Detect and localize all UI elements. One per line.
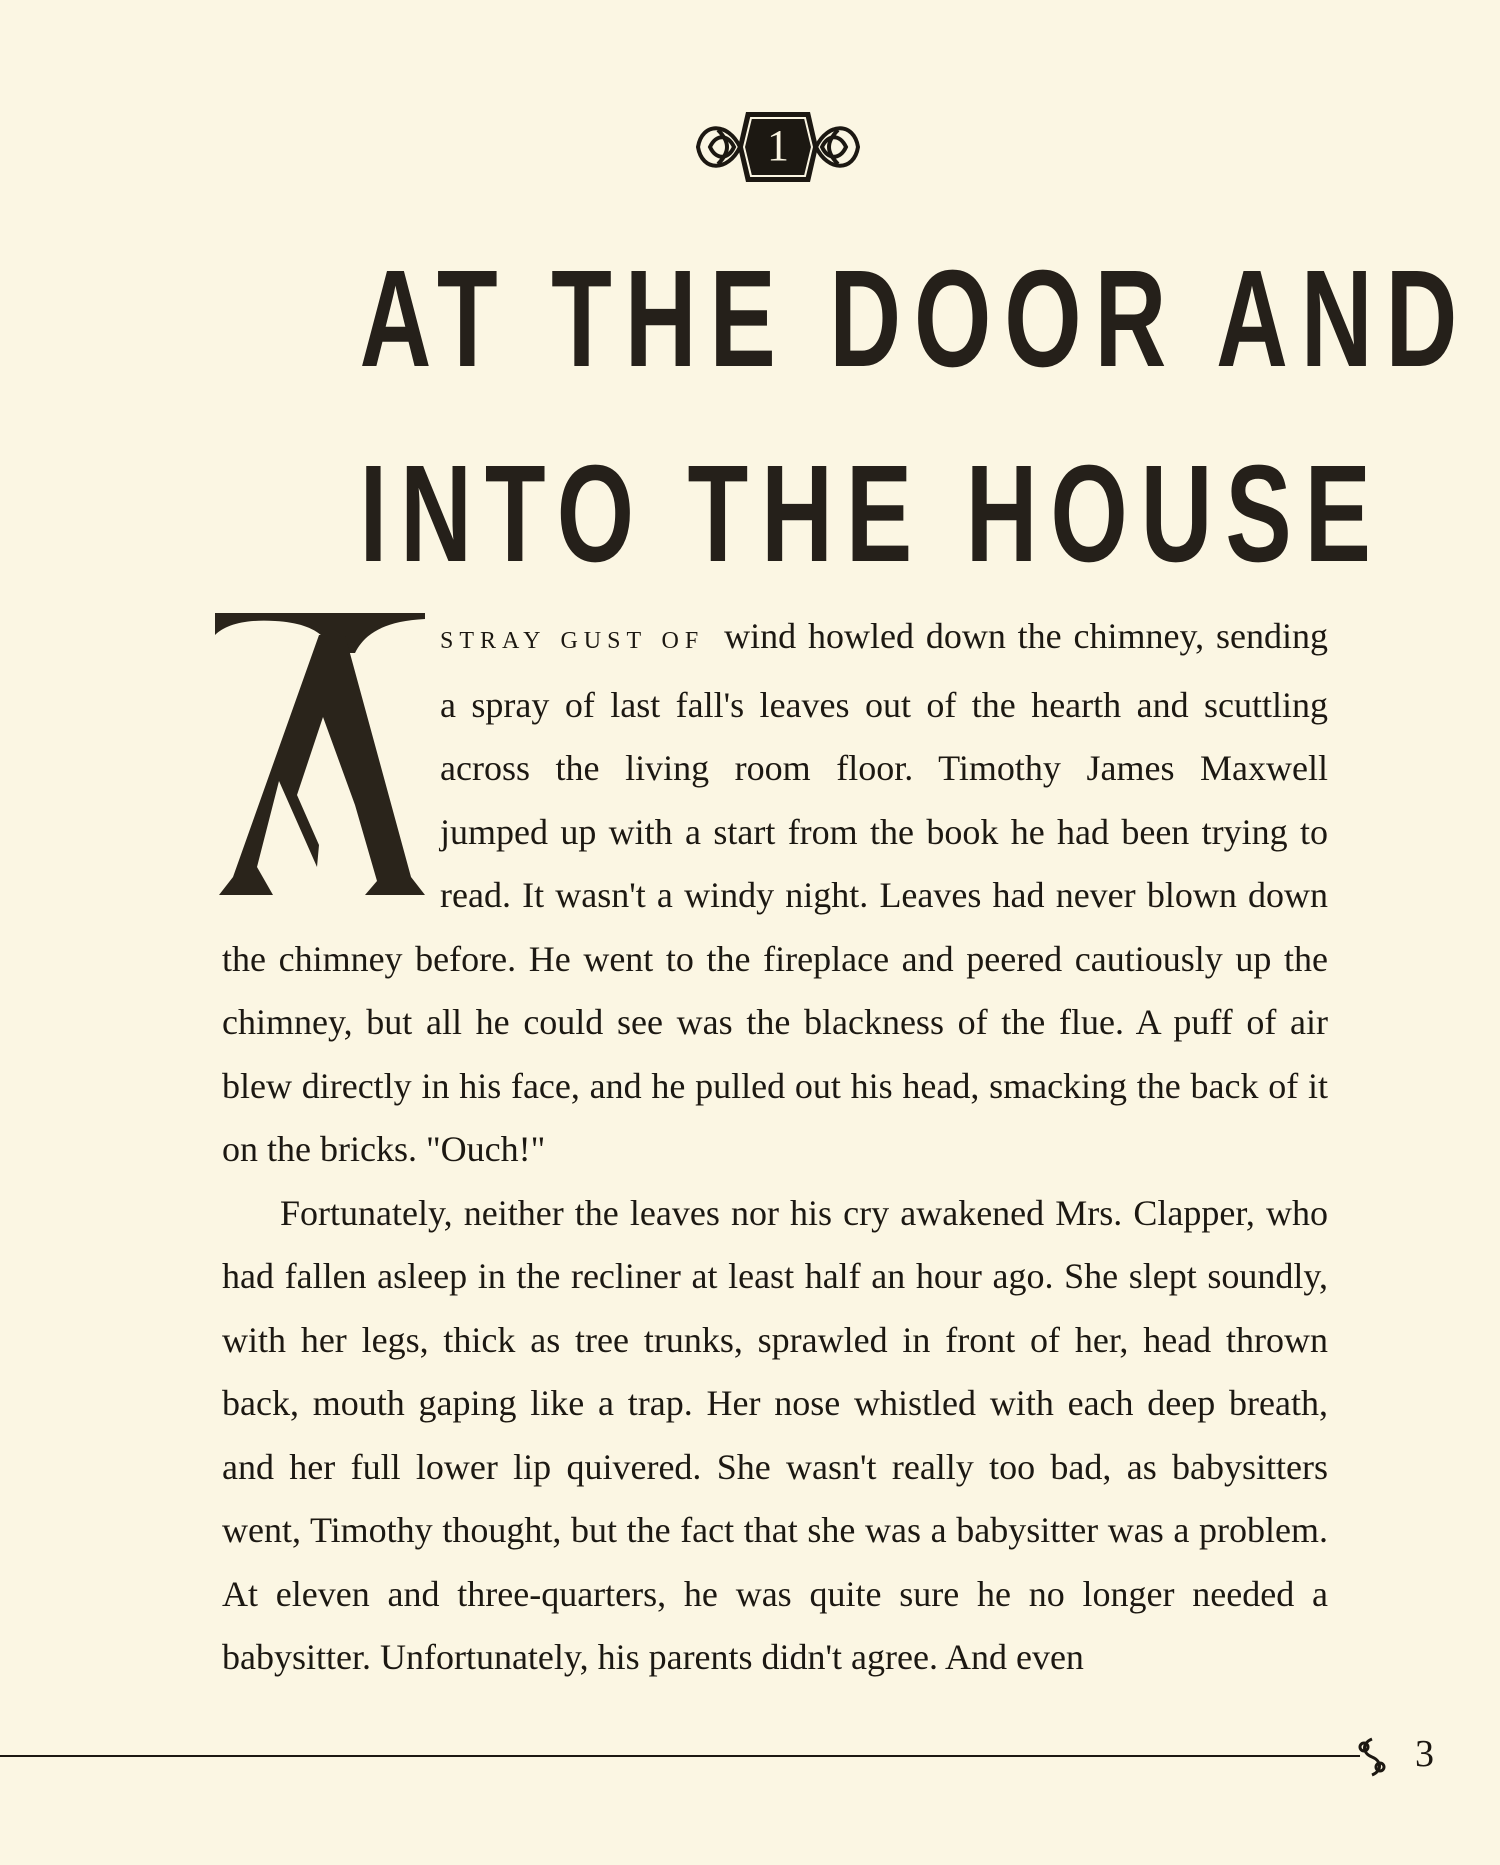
paragraph-1-text: wind howled down the chimney, sending a spray of last fall's leaves out of the hearth and scuttling across the living room floor. Timothy James Maxwell jumped up with a start from the book he had been trying to read. It wasn't a windy night. Leaves had never blown down the chimney before. He went to the fireplace and peered cautiously up the chimney, but all he could see was the blackness of the flue. A puff of air blew directly in his face, and he pulled out his head, smacking the back of it on the bricks. "Ouch!" bbox=[222, 616, 1328, 1169]
body-text bbox=[222, 605, 1328, 1690]
page-number: 3 bbox=[1415, 1733, 1434, 1775]
chapter-title bbox=[359, 222, 1471, 612]
chapter-title-line-2: INTO THE HOUSE bbox=[359, 437, 1384, 591]
chapter-title-line-1: AT THE DOOR AND bbox=[359, 242, 1471, 396]
drop-cap-spacer bbox=[222, 605, 440, 923]
footer-rule bbox=[0, 1755, 1360, 1757]
paragraph-2: Fortunately, neither the leaves nor his cry awakened Mrs. Clapper, who had fallen asleep in the recliner at least half an hour ago. She slept soundly, with her legs, thick as tree trunks, sprawled in front of her, head thrown back, mouth gaping like a trap. Her nose whistled with each deep breath, and her full lower lip quivered. She wasn't really too bad, as babysitters went, Timothy thought, but the fact that she was a babysitter was a problem. At eleven and three-quarters, he was quite sure he no longer needed a babysitter. Unfortunately, his parents didn't agree. And even bbox=[222, 1192, 1328, 1677]
lead-in-small-caps: STRAY GUST OF bbox=[440, 628, 705, 654]
chapter-number: 1 bbox=[767, 121, 789, 170]
fleuron-icon bbox=[1350, 1735, 1394, 1779]
